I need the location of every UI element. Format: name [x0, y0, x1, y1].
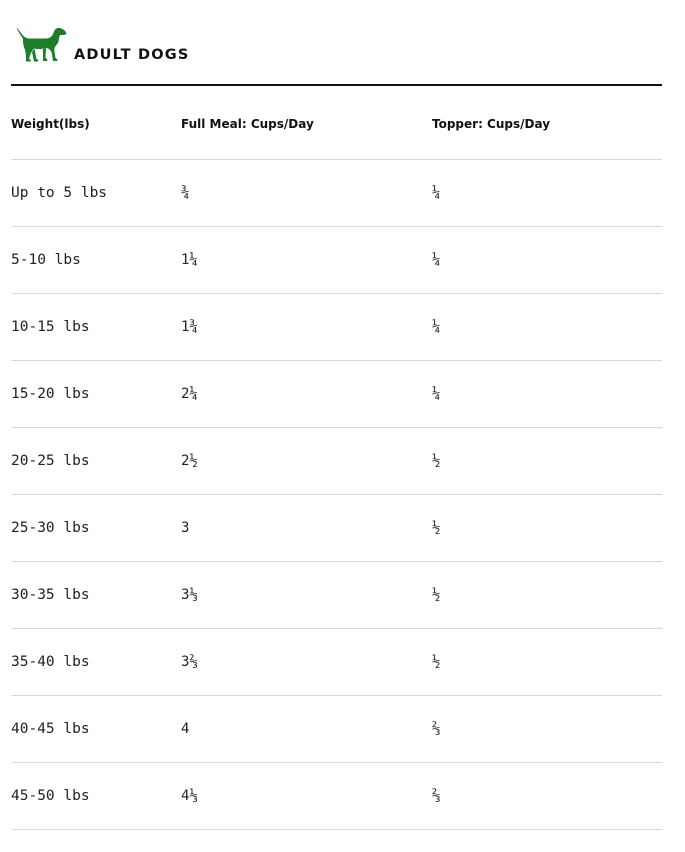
weight-cell: 30-35 lbs: [11, 562, 181, 629]
weight-cell: 5-10 lbs: [11, 227, 181, 294]
weight-cell: 40-45 lbs: [11, 696, 181, 763]
table-row: [11, 696, 662, 763]
full-meal-cell: ¾: [181, 160, 432, 227]
topper-cell: ½: [432, 629, 662, 696]
full-meal-cell: 4⅓: [181, 763, 432, 830]
topper-cell: ¼: [432, 227, 662, 294]
topper-cell: ⅔: [432, 696, 662, 763]
page-title: ADULT DOGS: [74, 47, 190, 63]
section-header: [11, 0, 662, 86]
weight-cell: 10-15 lbs: [11, 294, 181, 361]
topper-cell: ¼: [432, 294, 662, 361]
full-meal-cell: 3⅓: [181, 562, 432, 629]
table-row: [11, 227, 662, 294]
table-header-row: [11, 86, 662, 160]
topper-cell: ½: [432, 562, 662, 629]
feeding-guide: [11, 0, 662, 830]
column-header-weight: Weight(lbs): [11, 86, 181, 160]
table-row: [11, 428, 662, 495]
feeding-table: [11, 86, 662, 830]
table-row: [11, 294, 662, 361]
full-meal-cell: 3⅔: [181, 629, 432, 696]
full-meal-cell: 3: [181, 495, 432, 562]
table-row: [11, 562, 662, 629]
full-meal-cell: 2½: [181, 428, 432, 495]
full-meal-cell: 4: [181, 696, 432, 763]
weight-cell: 35-40 lbs: [11, 629, 181, 696]
full-meal-cell: 1¾: [181, 294, 432, 361]
topper-cell: ¼: [432, 160, 662, 227]
table-row: [11, 361, 662, 428]
table-row: [11, 629, 662, 696]
full-meal-cell: 1¼: [181, 227, 432, 294]
column-header-full-meal: Full Meal: Cups/Day: [181, 86, 432, 160]
topper-cell: ½: [432, 495, 662, 562]
table-row: [11, 495, 662, 562]
weight-cell: 25-30 lbs: [11, 495, 181, 562]
topper-cell: ⅔: [432, 763, 662, 830]
table-row: [11, 160, 662, 227]
full-meal-cell: 2¼: [181, 361, 432, 428]
weight-cell: 15-20 lbs: [11, 361, 181, 428]
weight-cell: 45-50 lbs: [11, 763, 181, 830]
topper-cell: ½: [432, 428, 662, 495]
dog-icon: [16, 26, 67, 62]
topper-cell: ¼: [432, 361, 662, 428]
weight-cell: 20-25 lbs: [11, 428, 181, 495]
table-row: [11, 763, 662, 830]
column-header-topper: Topper: Cups/Day: [432, 86, 662, 160]
weight-cell: Up to 5 lbs: [11, 160, 181, 227]
